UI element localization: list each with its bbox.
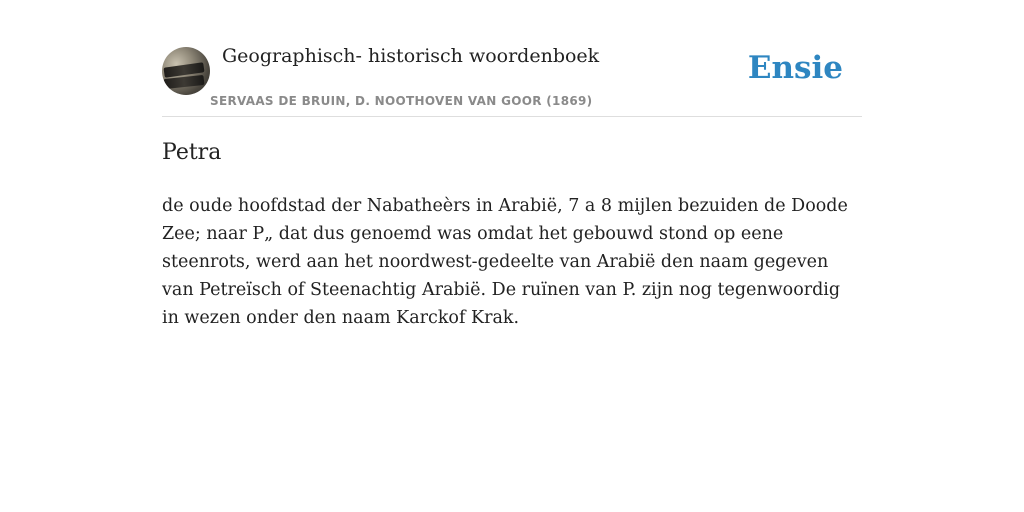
book-title[interactable]: Geographisch- historisch woordenboek: [222, 45, 600, 67]
book-author-year: SERVAAS DE BRUIN, D. NOOTHOVEN VAN GOOR (1869): [210, 94, 593, 108]
book-header: [162, 0, 862, 117]
book-cover-icon[interactable]: [162, 47, 210, 95]
entry-card: [162, 0, 862, 328]
entry-definition: de oude hoofdstad der Nabatheèrs in Arabië, 7 a 8 mijlen bezuiden de Doode Zee; naar P„ dat dus genoemd was omdat het gebouwd stond op eene steenrots, werd aan het noordwest-gedeelte van Arabië den naam gegeven van Petreïsch of Steenachtig Arabië. De ruïnen van P. zijn nog tegenwoordig in wezen onder den naam Karckof Krak.: [162, 196, 848, 328]
brand-logo-link[interactable]: Ensie: [747, 50, 843, 86]
entry-title: Petra: [162, 140, 222, 165]
